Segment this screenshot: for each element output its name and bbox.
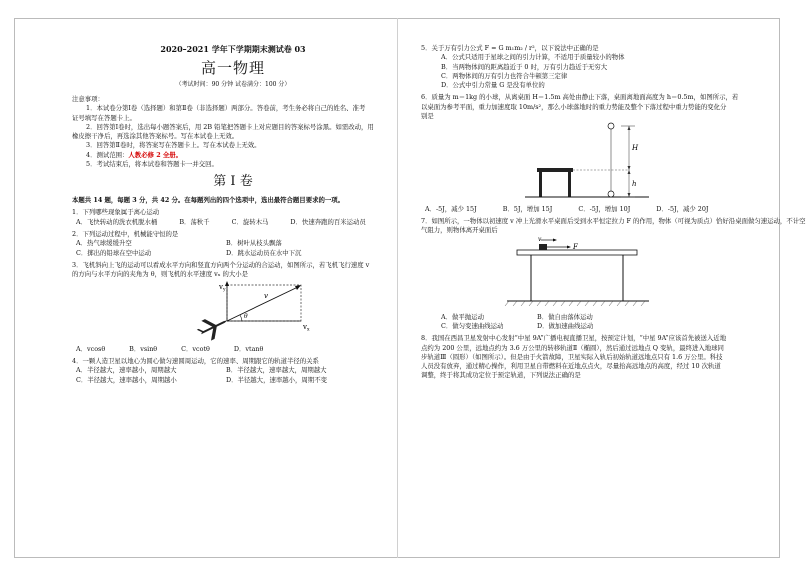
airplane-velocity-figure xyxy=(72,279,394,341)
option: B．当两物体间的距离趋近于 0 时，万有引力趋近于无穷大 xyxy=(441,62,608,71)
option: C．半径越大，速率越小，周期越小 xyxy=(76,375,177,384)
option: B．vsinθ xyxy=(129,344,158,353)
option: A．飞快转动的洗衣机脱水桶 xyxy=(76,217,158,226)
option: B．树叶从枝头飘落 xyxy=(226,239,282,248)
notice-scope-label: 4．测试范围： xyxy=(86,150,129,159)
option: C．做匀变速曲线运动 xyxy=(441,321,504,330)
question-6-line: 以桌面为参考平面，重力加速度取 10m/s²，那么小球落地时的重力势能及整个下落过程中重力势能的变化分 xyxy=(421,102,727,111)
v-arrowhead xyxy=(553,239,557,242)
ball-top xyxy=(608,123,614,129)
question-5: 5．关于万有引力公式 F = G m₁m₂ / r²，以下说法中正确的是 xyxy=(421,44,599,52)
option: D．公式中引力常量 G 是没有单位的 xyxy=(441,81,545,90)
question-2: 2．下列运动过程中，机械能守恒的是 xyxy=(72,229,179,238)
angle-arc xyxy=(240,315,242,321)
notice-line: 证号填写在答题卡上。 xyxy=(72,113,136,122)
question-8-line: 点约为 200 公里，远地点约为 3.6 万公里的转移轨道Ⅱ（椭圆），然后通过远地点 Q 变轨，最终进入地球同 xyxy=(421,343,724,352)
notice-line: 3．回答第Ⅱ卷时，将答案写在答题卡上。写在本试卷上无效。 xyxy=(86,141,261,150)
question-8-line: 步轨道Ⅲ（圆形）（如图所示）。但是由于火箭故障，卫星实际入轨后初始轨道远地点只有 1.6 万公里。科技 xyxy=(421,352,723,361)
label-H: H xyxy=(632,144,639,153)
table-top xyxy=(537,168,573,172)
option xyxy=(421,322,739,331)
ground-hatching xyxy=(505,301,645,306)
question-6-line: 别是 xyxy=(421,111,434,120)
notice-scope xyxy=(72,151,394,160)
option: A．做平抛运动 xyxy=(441,312,484,321)
option xyxy=(421,313,739,322)
notice-line: 橡皮擦干净后，再选涂其他答案标号。写在本试卷上无效。 xyxy=(72,132,239,141)
option: A．-5J，减少 15J xyxy=(425,204,477,213)
column-divider xyxy=(397,18,398,558)
option: D．做加速曲线运动 xyxy=(537,321,594,330)
option: C．-5J，增加 10J xyxy=(578,204,631,213)
label-theta: θ xyxy=(244,313,248,321)
label-vy: $v_y$ xyxy=(219,283,226,293)
right-column xyxy=(421,44,806,381)
question-4: 4．一颗人造卫星以地心为圆心做匀速圆周运动，它的速率、周期跟它的轨道半径的关系 xyxy=(72,356,319,365)
option: A．vcosθ xyxy=(76,344,106,353)
option: D．半径越大，速率越小，周期不变 xyxy=(226,375,327,384)
option: B．半径越大，速率越大，周期越大 xyxy=(226,366,327,375)
question-8-line: 人员没有放弃，通过精心操作，利用卫星自带燃料在近地点点火，尽量抬高远地点的高度，经过 10 次轨道 xyxy=(421,362,721,371)
option: C．掷出的铅球在空中运动 xyxy=(76,248,152,257)
question-3-line-2: 的方向与水平方向的夹角为 θ，则飞机的水平速度 vₓ 的大小是 xyxy=(72,270,249,279)
exam-header: 2020–2021 学年下学期期末测试卷 03 xyxy=(160,44,306,54)
exam-subtitle: （考试时间：90 分钟 试卷满分：100 分） xyxy=(175,81,291,89)
option: D．vtanθ xyxy=(233,344,264,353)
table-force-figure xyxy=(421,235,739,309)
question-8-line: 8．我国在西昌卫星发射中心发射“中星 9A”广播电视直播卫星，按预定计划，“中星 9A”应该首先被送入近地 xyxy=(421,334,727,343)
question-4-options xyxy=(72,366,394,385)
left-column xyxy=(72,24,394,385)
option: B．5J，增加 15J xyxy=(502,204,553,213)
question-6-options xyxy=(421,205,739,214)
section-instruction: 本题共 14 题，每题 3 分，共 42 分。在每题列出的四个选项中，选出最符合题目要求的一项。 xyxy=(72,196,345,205)
question-3-options xyxy=(72,345,394,354)
ball-ground xyxy=(608,191,614,197)
option: C．两物体间的万有引力也符合牛顿第三定律 xyxy=(441,71,568,80)
option: D．-5J，减少 20J xyxy=(656,204,709,213)
question-6-line: 6．质量为 m＝1kg 的小球，从离桌面 H＝1.5m 高处由静止下落，桌面离地面高度为 h＝0.5m，如图所示，若 xyxy=(421,93,739,102)
option: A．热气球缓缓升空 xyxy=(76,239,132,248)
question-7-line: 气阻力，则物体离开桌面后 xyxy=(421,226,498,235)
question-1-options xyxy=(72,218,394,227)
table-leg-left xyxy=(539,172,542,197)
question-7-line: 7．如图所示，一物体以初速度 v 冲上光滑水平桌面后受到水平恒定拉力 F 的作用，物体（可视为质点）恰好沿桌面做匀速运动，不计空 xyxy=(421,216,806,225)
v-arrowhead xyxy=(295,285,301,290)
table-leg-right xyxy=(568,172,571,197)
option: B．荡秋千 xyxy=(179,217,210,226)
arrowhead xyxy=(628,193,631,197)
label-v: v xyxy=(264,292,268,301)
option: A．公式只适用于星球之间的引力计算，不适用于质量较小的物体 xyxy=(441,53,625,62)
notice-line: 1．本试卷分第Ⅰ卷（选择题）和第Ⅱ卷（非选择题）两部分。答卷前，考生务必将自己的姓名、准考 xyxy=(86,104,366,113)
falling-ball-figure xyxy=(421,121,739,201)
question-1: 1．下列哪些现象属于离心运动 xyxy=(72,208,160,217)
option: D．跳水运动员在水中下沉 xyxy=(226,248,302,257)
arrowhead xyxy=(628,166,631,170)
vy-arrowhead xyxy=(225,281,229,286)
notice-line: 5．考试结束后，将本试卷和答题卡一并交回。 xyxy=(86,160,218,168)
arrowhead xyxy=(628,126,631,130)
option: B．做自由落体运动 xyxy=(537,312,593,321)
option: A．半径越大，速率越小，周期越大 xyxy=(76,366,177,375)
notice-line: 2．回答第Ⅰ卷时，选出每小题答案后，用 2B 铅笔把答题卡上对应题目的答案标号涂黑。如需改动，用 xyxy=(86,122,374,131)
label-v: v xyxy=(538,236,542,244)
label-F: F xyxy=(573,243,578,252)
label-vx: $v_x$ xyxy=(303,323,310,333)
notice-title: 注意事项： xyxy=(72,95,104,104)
question-3-line-1: 3．飞机斜向上飞的运动可以看成水平方向和竖直方向两个分运动的合运动，如图所示，若飞机飞行速度 v xyxy=(72,260,370,269)
option: D．快速奔跑的百米运动员 xyxy=(290,217,366,226)
question-8-line: 调整，终于将其成功定位于预定轨道，下列说法正确的是 xyxy=(421,371,581,380)
f-arrowhead xyxy=(567,246,571,249)
section-title: 第 Ⅰ 卷 xyxy=(213,174,253,190)
option: C．旋转木马 xyxy=(231,217,269,226)
notice-scope-value: 人教必修 2 全册。 xyxy=(128,150,183,159)
label-h: h xyxy=(632,180,637,189)
option: C．vcotθ xyxy=(181,344,210,353)
question-2-options xyxy=(72,239,394,258)
block xyxy=(539,244,547,250)
exam-title: 高一物理 xyxy=(200,58,265,77)
arrowhead xyxy=(628,170,631,174)
